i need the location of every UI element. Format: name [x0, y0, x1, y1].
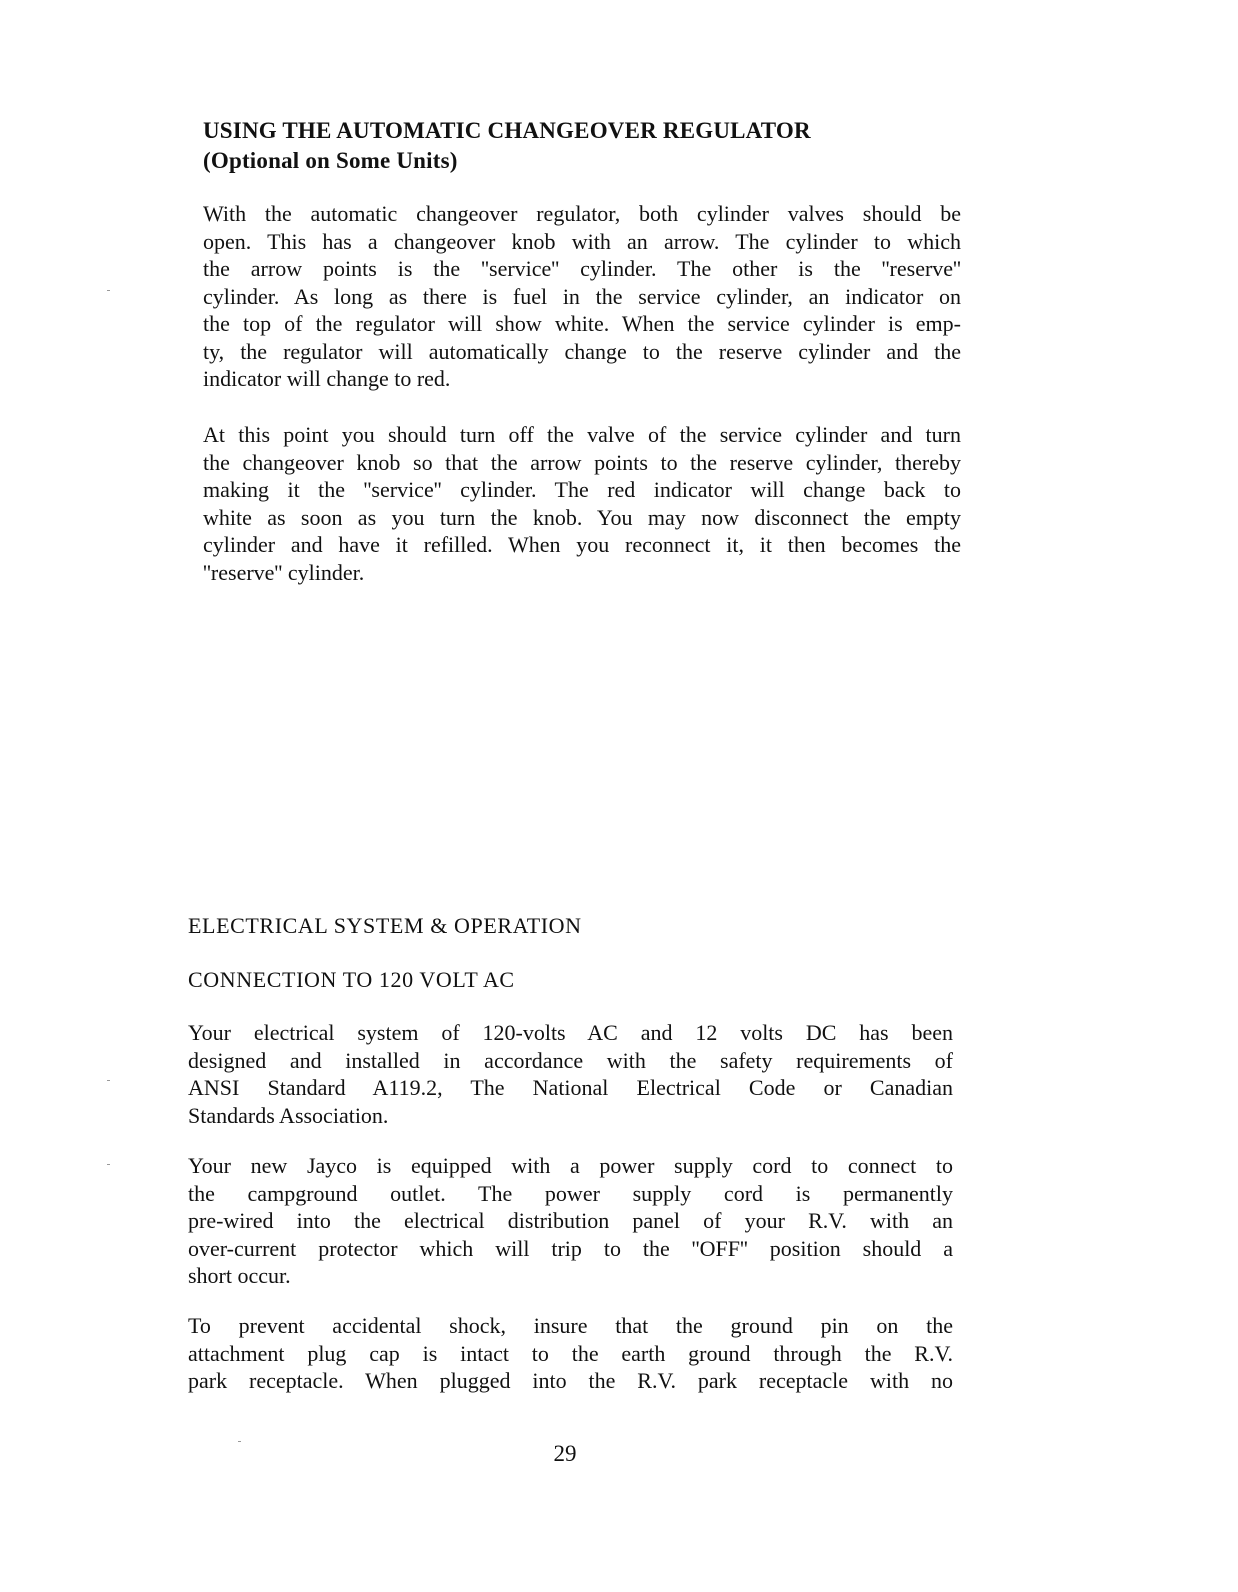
scan-speck — [107, 1080, 110, 1081]
paragraph-line: Your new Jayco is equipped with a power supply cord to connect to — [188, 1153, 953, 1178]
paragraph-line: attachment plug cap is intact to the earth ground through the R.V. — [188, 1340, 953, 1366]
paragraph-line: pre-wired into the electrical distribution panel of your R.V. with an — [188, 1208, 953, 1233]
section-subtitle-electrical: CONNECTION TO 120 VOLT AC — [188, 967, 515, 992]
paragraph-line: park receptacle. When plugged into the R.V. park receptacle with no — [188, 1368, 953, 1393]
paragraph-line: Standards Association. — [188, 1102, 389, 1128]
paragraph-line: short occur. — [188, 1263, 291, 1288]
electrical-paragraph-2 — [188, 1152, 953, 1290]
paragraph-line: cylinder. As long as there is fuel in the service cylinder, an indicator on — [203, 283, 961, 309]
paragraph-line: white as soon as you turn the knob. You may now disconnect the empty — [203, 504, 961, 530]
paragraph-line: ANSI Standard A119.2, The National Electrical Code or Canadian — [188, 1075, 953, 1100]
paragraph-line: the top of the regulator will show white. When the service cylinder is emp- — [203, 311, 961, 336]
paragraph-line: Your electrical system of 120-volts AC and 12 volts DC has been — [188, 1020, 953, 1045]
paragraph-line: the campground outlet. The power supply cord is permanently — [188, 1180, 953, 1206]
regulator-paragraph-1 — [203, 200, 961, 393]
section-title-regulator: USING THE AUTOMATIC CHANGEOVER REGULATOR — [203, 118, 811, 143]
section-subtitle-regulator: (Optional on Some Units) — [203, 148, 458, 173]
paragraph-line: ty, the regulator will automatically change to the reserve cylinder and the — [203, 338, 961, 364]
paragraph-line: To prevent accidental shock, insure that the ground pin on the — [188, 1313, 953, 1338]
paragraph-line: At this point you should turn off the valve of the service cylinder and turn — [203, 422, 961, 447]
electrical-paragraph-3 — [188, 1312, 953, 1395]
paragraph-line: making it the ''service'' cylinder. The red indicator will change back to — [203, 477, 961, 502]
scan-speck — [238, 1441, 241, 1442]
paragraph-line: indicator will change to red. — [203, 366, 451, 391]
regulator-paragraph-2 — [203, 421, 961, 586]
page-number: 29 — [553, 1441, 577, 1466]
paragraph-line: the changeover knob so that the arrow points to the reserve cylinder, thereby — [203, 449, 961, 475]
paragraph-line: over-current protector which will trip to the ''OFF'' position should a — [188, 1235, 953, 1261]
electrical-paragraph-1 — [188, 1019, 953, 1129]
paragraph-line: With the automatic changeover regulator, both cylinder valves should be — [203, 201, 961, 226]
scan-speck — [107, 290, 110, 291]
paragraph-line: ''reserve'' cylinder. — [203, 559, 365, 585]
paragraph-line: open. This has a changeover knob with an arrow. The cylinder to which — [203, 228, 961, 254]
paragraph-line: designed and installed in accordance with the safety requirements of — [188, 1047, 953, 1073]
paragraph-line: cylinder and have it refilled. When you reconnect it, it then becomes the — [203, 532, 961, 557]
paragraph-line: the arrow points is the ''service'' cylinder. The other is the ''reserve'' — [203, 256, 961, 281]
scan-speck — [107, 1164, 110, 1165]
section-title-electrical: ELECTRICAL SYSTEM & OPERATION — [188, 913, 582, 938]
